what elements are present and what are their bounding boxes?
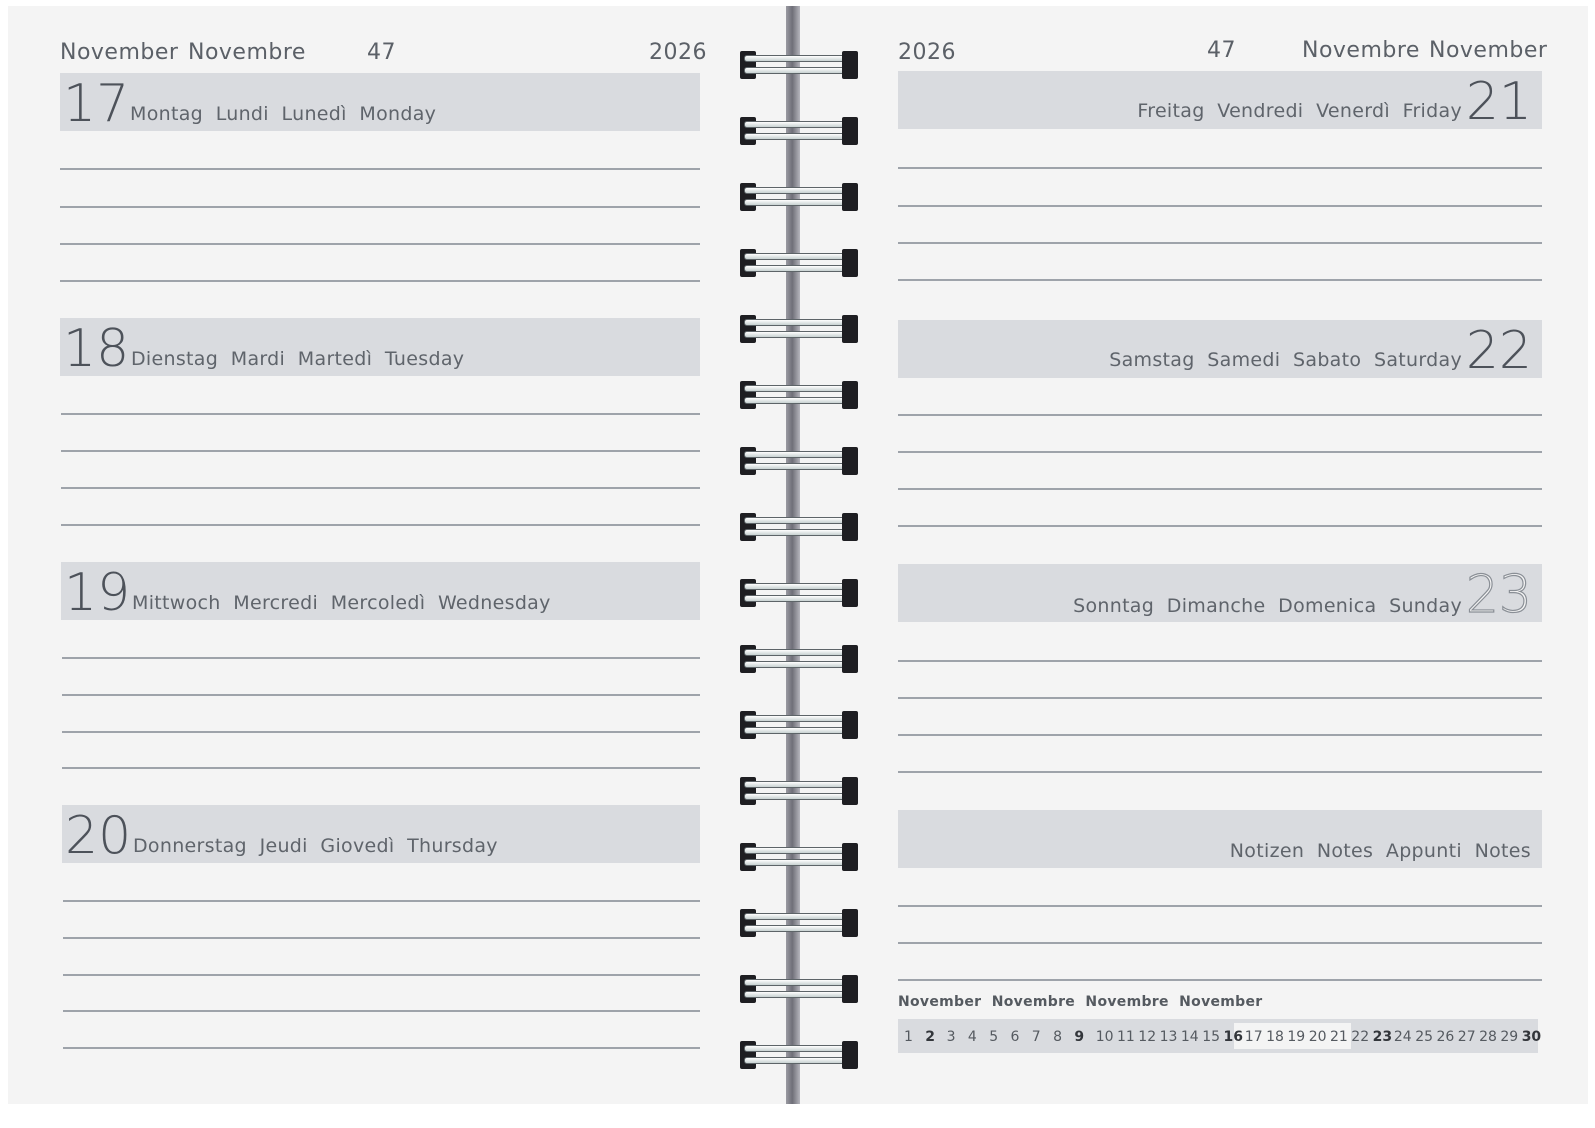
ruled-line (61, 487, 700, 489)
mini-calendar-day: 28 (1479, 1029, 1497, 1045)
ruled-line (63, 974, 700, 976)
day-header-friday (898, 71, 1542, 132)
ruled-line (62, 767, 700, 769)
mini-calendar-day: 5 (989, 1029, 999, 1045)
ruled-line (898, 451, 1542, 453)
mini-calendar-day: 2 (925, 1029, 936, 1045)
day-header-thursday (62, 805, 700, 866)
mini-calendar-day: 20 (1308, 1029, 1327, 1045)
ruled-line (60, 168, 700, 170)
spiral-ring (740, 377, 858, 411)
day-number: 17 (63, 74, 130, 134)
mini-calendar-day: 13 (1159, 1029, 1178, 1045)
right-month-fr: Novembre (1302, 38, 1420, 63)
day-header-wednesday (61, 562, 700, 623)
left-week-number: 47 (367, 40, 396, 65)
day-header-tuesday (60, 318, 700, 379)
spiral-ring (740, 905, 858, 939)
ruled-line (61, 413, 700, 415)
mini-calendar-day: 26 (1436, 1029, 1455, 1045)
ruled-line (63, 937, 700, 939)
spine (786, 6, 800, 1104)
mini-calendar-day: 1 (904, 1029, 913, 1045)
spiral-ring (740, 311, 858, 345)
mini-calendar-day: 8 (1053, 1029, 1063, 1045)
ruled-line (62, 657, 700, 659)
ruled-line (63, 1010, 700, 1012)
mini-calendar-day: 17 (1244, 1029, 1263, 1045)
ruled-line (898, 525, 1542, 527)
left-month-de: November (60, 40, 179, 65)
day-header-saturday (898, 320, 1542, 381)
ruled-line (61, 450, 700, 452)
day-number: 18 (63, 319, 130, 379)
spiral-ring (740, 773, 858, 807)
spiral-ring (740, 443, 858, 477)
day-names: Freitag Vendredi Venerdì Friday (1137, 100, 1462, 122)
mini-calendar-day: 12 (1138, 1029, 1157, 1045)
mini-calendar-day: 11 (1117, 1029, 1135, 1045)
mini-calendar-months: November Novembre Novembre November (898, 994, 1263, 1010)
ruled-line (62, 694, 700, 696)
ruled-line (898, 979, 1542, 981)
mini-calendar-day: 24 (1393, 1029, 1412, 1045)
day-number: 19 (64, 563, 131, 623)
mini-calendar-day: 19 (1287, 1029, 1306, 1045)
mini-calendar-day: 18 (1266, 1029, 1284, 1045)
ruled-line (898, 205, 1542, 207)
mini-calendar-day: 25 (1415, 1029, 1434, 1045)
left-month-fr: Novembre (188, 40, 306, 65)
ruled-line (898, 771, 1542, 773)
ruled-line (61, 524, 700, 526)
mini-calendar-day: 3 (946, 1029, 956, 1045)
day-names: Mittwoch Mercredi Mercoledì Wednesday (132, 592, 551, 614)
spiral-ring (740, 509, 858, 543)
ruled-line (60, 243, 700, 245)
spiral-ring (740, 179, 858, 213)
day-number: 20 (65, 806, 132, 866)
day-names: Montag Lundi Lunedì Monday (130, 103, 437, 125)
spiral-ring (740, 245, 858, 279)
day-header-sunday (898, 564, 1542, 625)
mini-calendar-day: 23 (1372, 1029, 1393, 1045)
right-week-number: 47 (1207, 38, 1236, 63)
spiral-ring (740, 641, 858, 675)
mini-calendar-day: 30 (1521, 1029, 1542, 1045)
mini-calendar-day: 6 (1010, 1029, 1020, 1045)
ruled-line (898, 414, 1542, 416)
day-header-monday (60, 73, 700, 134)
mini-calendar-day: 15 (1202, 1029, 1221, 1045)
day-number: 22 (1465, 321, 1532, 381)
spiral-ring (740, 575, 858, 609)
mini-calendar-day: 10 (1095, 1029, 1114, 1045)
ruled-line (898, 488, 1542, 490)
ruled-line (62, 731, 700, 733)
ruled-line (63, 900, 700, 902)
left-page (8, 6, 793, 1104)
right-month-en: November (1429, 38, 1548, 63)
mini-calendar-day: 7 (1031, 1029, 1041, 1045)
ruled-line (898, 242, 1542, 244)
ruled-line (898, 660, 1542, 662)
ruled-line (60, 280, 700, 282)
day-names: Sonntag Dimanche Domenica Sunday (1073, 595, 1462, 617)
spiral-ring (740, 707, 858, 741)
mini-calendar-day: 29 (1500, 1029, 1519, 1045)
mini-calendar-day: 16 (1223, 1029, 1243, 1045)
right-page (793, 6, 1588, 1104)
mini-calendar-day: 4 (967, 1029, 977, 1045)
mini-calendar-day: 14 (1180, 1029, 1199, 1045)
mini-calendar-day: 27 (1457, 1029, 1476, 1045)
day-number-sunday: 23 (1465, 565, 1532, 625)
ruled-line (898, 167, 1542, 169)
spiral-ring (740, 971, 858, 1005)
spiral-ring (740, 1037, 858, 1071)
day-names: Samstag Samedi Sabato Saturday (1109, 349, 1462, 371)
left-year: 2026 (649, 40, 707, 65)
spiral-ring (740, 839, 858, 873)
mini-calendar-strip (898, 1019, 1542, 1053)
ruled-line (898, 905, 1542, 907)
ruled-line (63, 1047, 700, 1049)
ruled-line (898, 279, 1542, 281)
ruled-line (60, 206, 700, 208)
day-names: Donnerstag Jeudi Giovedì Thursday (133, 835, 498, 857)
ruled-line (898, 734, 1542, 736)
day-names: Dienstag Mardi Martedì Tuesday (131, 348, 465, 370)
spiral-ring (740, 113, 858, 147)
notes-label: Notizen Notes Appunti Notes (1229, 840, 1531, 862)
day-number: 21 (1465, 72, 1532, 132)
notes-header (898, 810, 1542, 868)
ruled-line (898, 697, 1542, 699)
ruled-line (898, 942, 1542, 944)
mini-calendar-day: 9 (1074, 1029, 1085, 1045)
mini-calendar-day: 21 (1330, 1029, 1348, 1045)
mini-calendar-day: 22 (1351, 1029, 1370, 1045)
right-year: 2026 (898, 40, 956, 65)
spiral-ring (740, 47, 858, 81)
